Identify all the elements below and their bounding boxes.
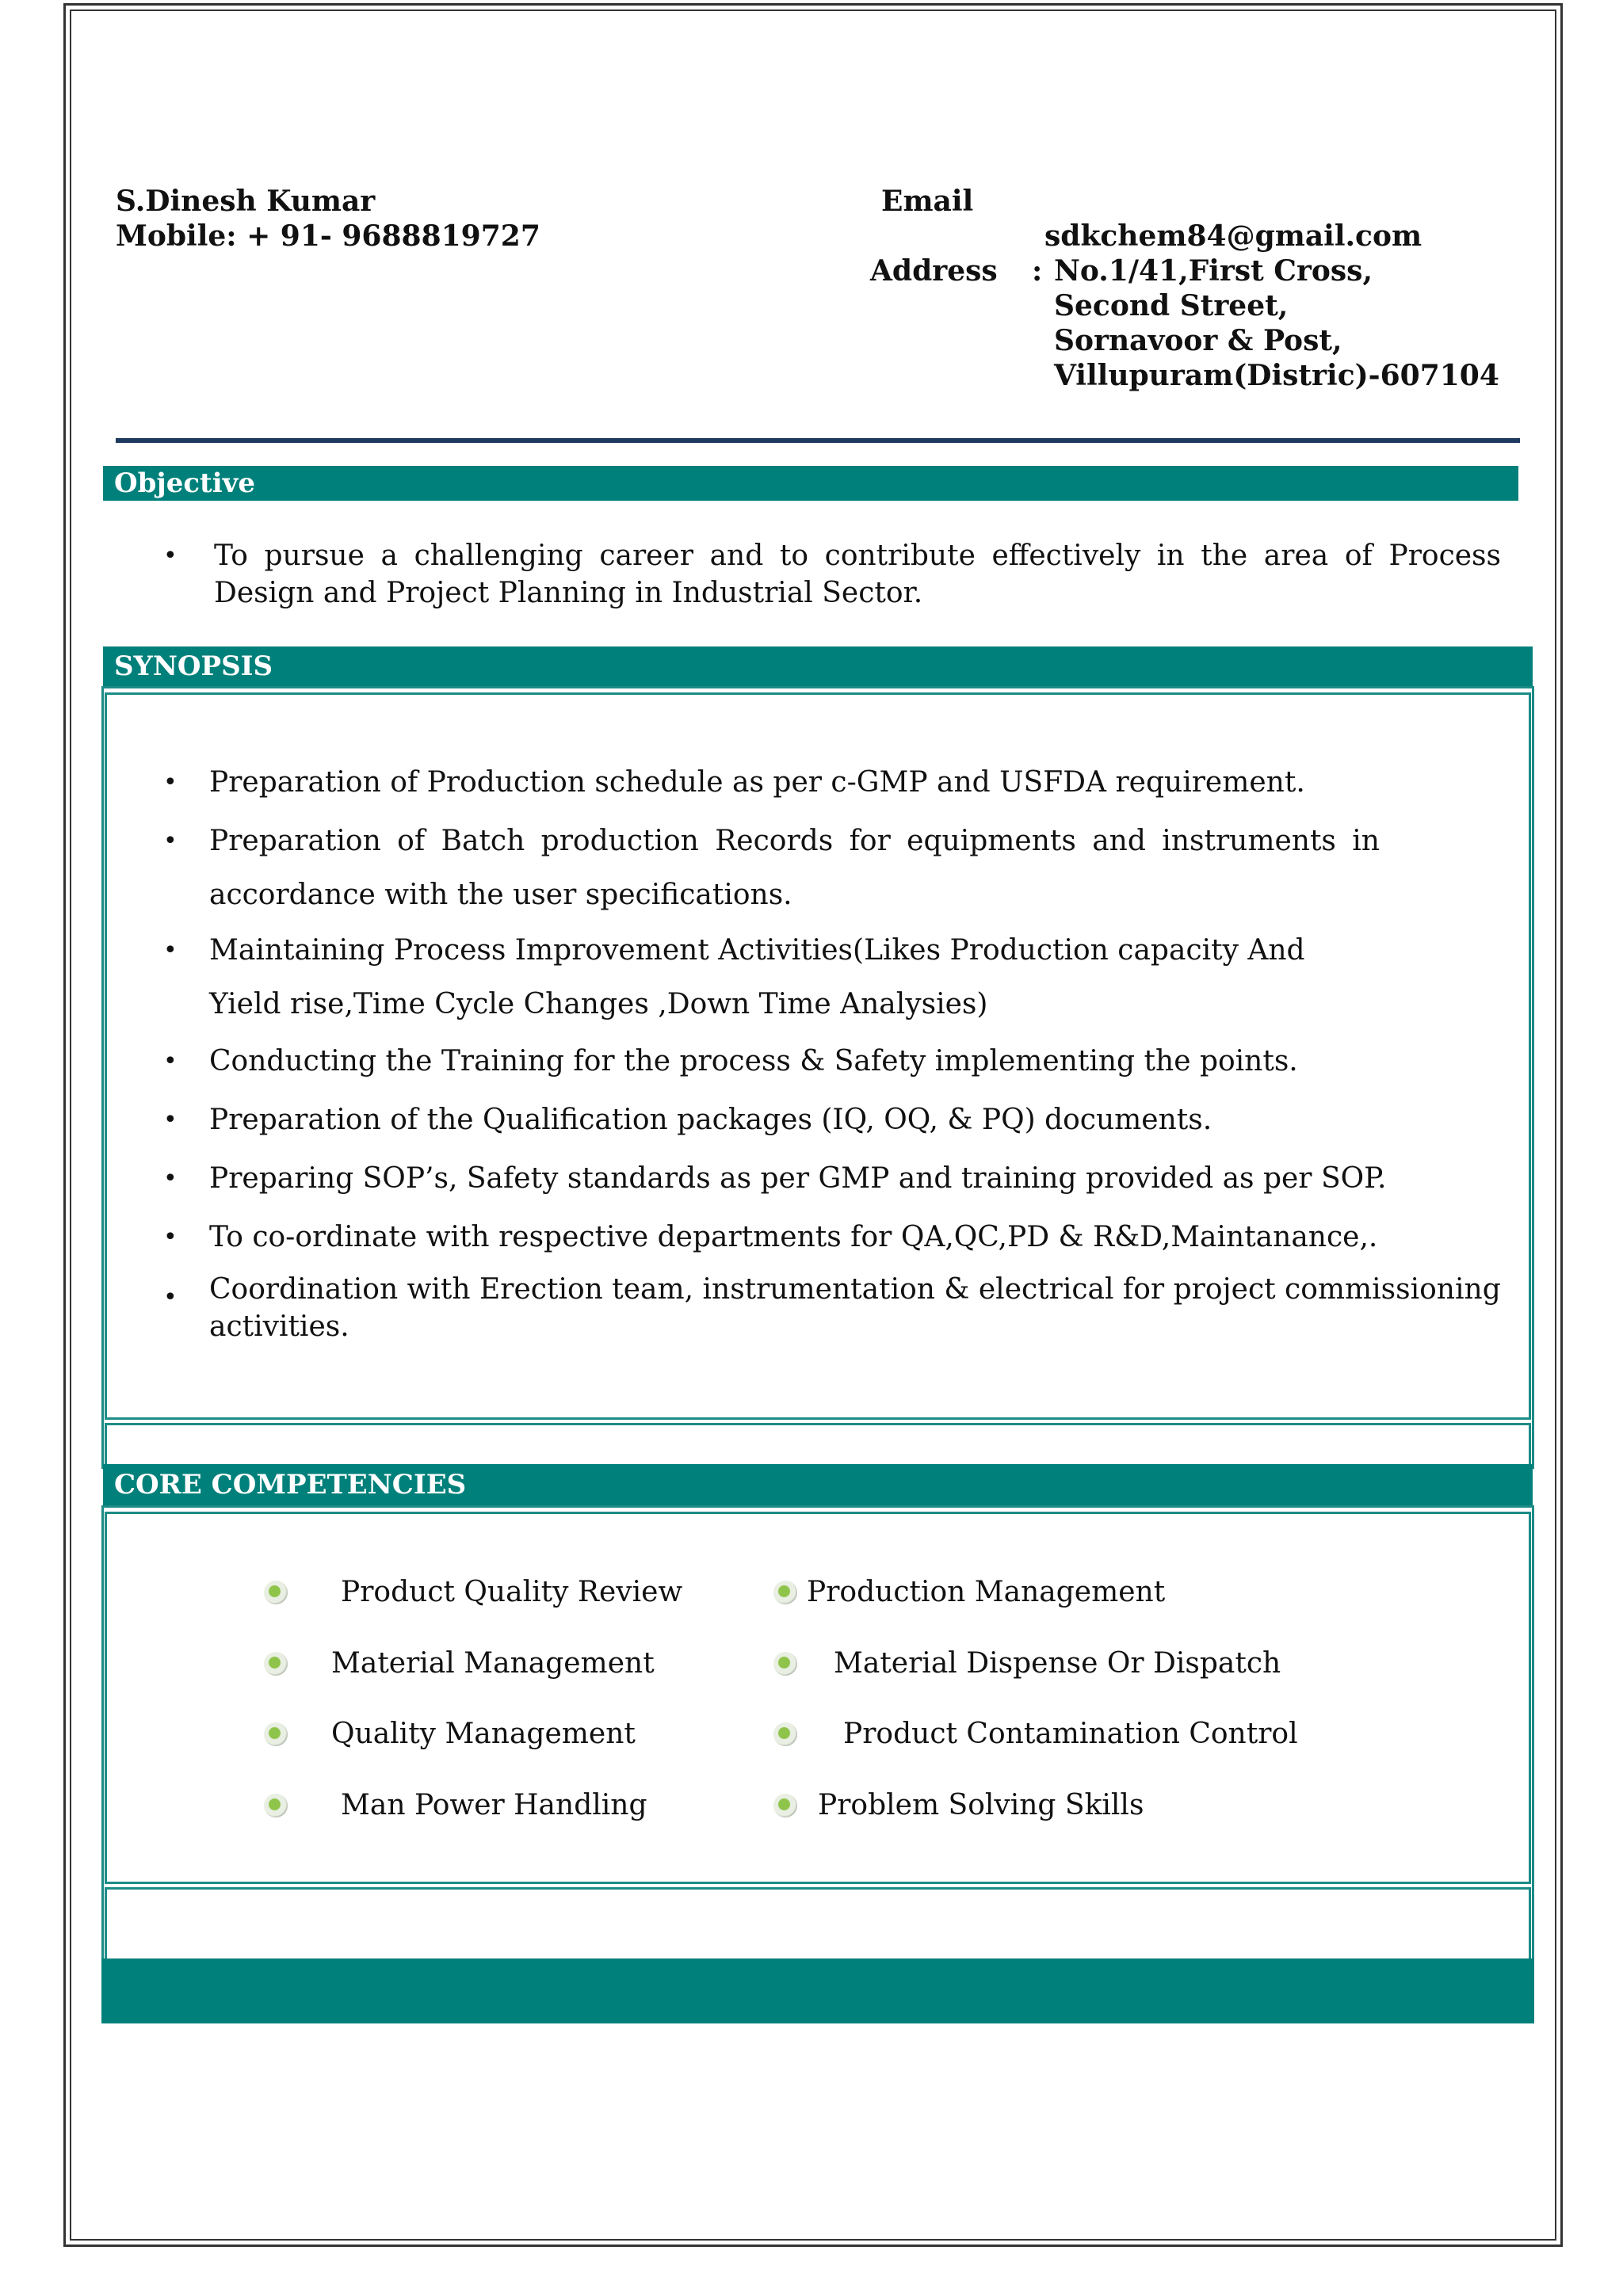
synopsis-item [163, 1035, 1510, 1089]
synopsis-box-footer [105, 1423, 1531, 1467]
objective-heading: Objective [103, 466, 1518, 501]
synopsis-item [163, 1263, 1510, 1345]
bullet-icon: • [163, 936, 178, 964]
objective-text: To pursue a challenging career and to contribute effectively in the area of Process Design and Project Planning in Industrial Sector. [214, 540, 1501, 609]
core-box [105, 1512, 1531, 1884]
synopsis-item [163, 756, 1510, 810]
green-bullet-icon [773, 1722, 797, 1746]
address-line-4: Villupuram(Distric)-607104 [1054, 359, 1499, 392]
synopsis-heading: SYNOPSIS [103, 646, 1533, 686]
bullet-icon: • [163, 1047, 178, 1075]
core-box-footer [105, 1887, 1531, 1963]
green-bullet-icon [773, 1794, 797, 1817]
bottom-band [101, 1958, 1534, 2023]
bullet-icon: • [163, 1165, 178, 1192]
competency-item: Problem Solving Skills [818, 1789, 1144, 1821]
green-bullet-icon [773, 1652, 797, 1676]
synopsis-item-text: To co-ordinate with respective departments for QA,QC,PD & R&D,Maintanance,. [209, 1221, 1378, 1253]
synopsis-item [163, 1211, 1510, 1264]
header-divider [116, 438, 1520, 443]
synopsis-item-text: Conducting the Training for the process & Safety implementing the points. [209, 1045, 1298, 1077]
competency-item: Material Dispense Or Dispatch [834, 1647, 1281, 1680]
synopsis-item-text: Coordination with Erection team, instrumentation & electrical for project commissioning activities. [209, 1273, 1501, 1343]
bullet-icon: • [163, 1223, 178, 1251]
synopsis-item-text: Maintaining Process Improvement Activities(Likes Production capacity And Yield rise,Time Cycle Changes ,Down Time Analysies) [209, 934, 1305, 1020]
green-bullet-icon [264, 1652, 288, 1676]
bullet-icon: • [163, 769, 178, 796]
objective-bullet: • [163, 542, 178, 570]
address-line-1: No.1/41,First Cross, [1054, 254, 1373, 288]
green-bullet-icon [264, 1794, 288, 1817]
competency-item: Product Quality Review [341, 1576, 683, 1608]
synopsis-item-text: Preparing SOP’s, Safety standards as per GMP and training provided as per SOP. [209, 1162, 1387, 1195]
synopsis-item-text: Preparation of the Qualification packages (IQ, OQ, & PQ) documents. [209, 1104, 1212, 1136]
competency-item: Product Contamination Control [843, 1718, 1298, 1750]
email-label: Email [881, 185, 974, 218]
synopsis-item-text: Preparation of Batch production Records for equipments and instruments in accordance with the user specifications. [209, 825, 1380, 911]
bullet-icon: • [163, 1106, 178, 1134]
email-address[interactable]: sdkchem84@gmail.com [1044, 219, 1423, 253]
synopsis-item [163, 924, 1380, 1032]
competency-item: Man Power Handling [341, 1789, 647, 1821]
mobile-number: Mobile: + 91- 9688819727 [116, 219, 540, 253]
address-line-3: Sornavoor & Post, [1054, 324, 1342, 357]
synopsis-item-text: Preparation of Production schedule as per c-GMP and USFDA requirement. [209, 766, 1305, 799]
competency-item: Material Management [331, 1647, 655, 1680]
competency-item: Quality Management [331, 1718, 636, 1750]
synopsis-item [163, 814, 1380, 922]
core-competencies-heading: CORE COMPETENCIES [103, 1464, 1533, 1505]
synopsis-item [163, 1093, 1510, 1147]
address-colon: : [1032, 254, 1043, 288]
address-label: Address [870, 254, 998, 288]
green-bullet-icon [264, 1581, 288, 1604]
green-bullet-icon [773, 1581, 797, 1604]
green-bullet-icon [264, 1722, 288, 1746]
candidate-name: S.Dinesh Kumar [116, 185, 376, 218]
address-line-2: Second Street, [1054, 289, 1289, 322]
bullet-icon: • [163, 1283, 178, 1311]
synopsis-item [163, 1152, 1510, 1206]
competency-item: Production Management [807, 1576, 1166, 1608]
bullet-icon: • [163, 827, 178, 855]
